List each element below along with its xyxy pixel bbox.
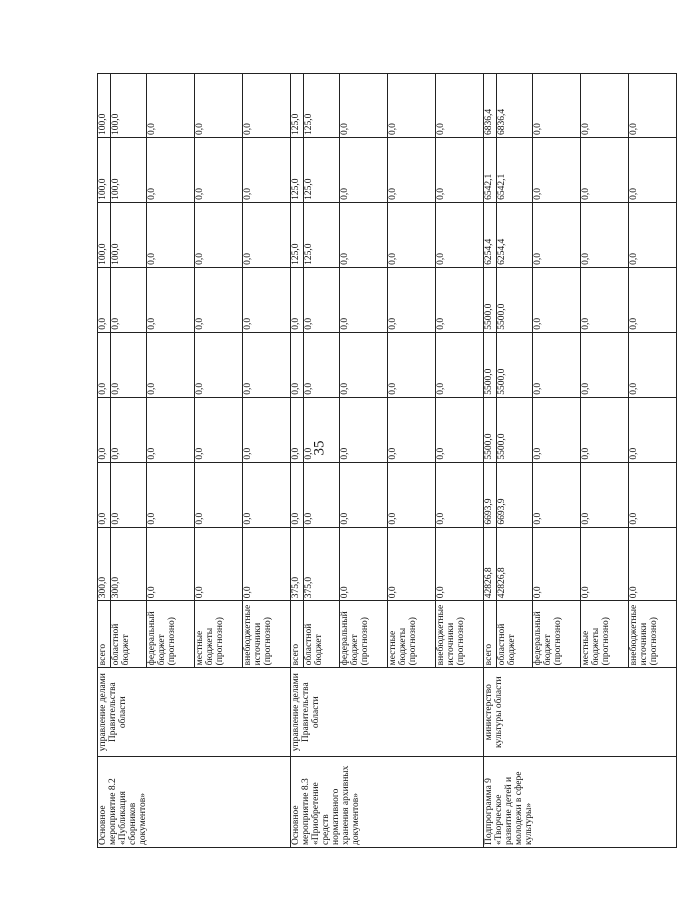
funding-value: 0,0 — [387, 527, 435, 601]
funding-value: 100,0 — [110, 74, 146, 138]
budget-table — [97, 73, 677, 848]
funding-value: 100,0 — [98, 202, 111, 267]
funding-value: 0,0 — [580, 74, 628, 138]
funding-value: 0,0 — [580, 267, 628, 332]
funding-value: 0,0 — [628, 527, 676, 601]
table-body — [98, 74, 677, 848]
funding-value: 125,0 — [290, 202, 303, 267]
funding-value: 125,0 — [303, 137, 339, 202]
funding-value: 0,0 — [146, 267, 194, 332]
funding-source: областной бюджет — [110, 601, 146, 668]
funding-value: 5500,0 — [483, 397, 496, 462]
funding-value: 0,0 — [110, 332, 146, 397]
funding-value: 5500,0 — [496, 397, 532, 462]
funding-value: 0,0 — [435, 74, 483, 138]
funding-value: 0,0 — [303, 462, 339, 527]
funding-value: 0,0 — [435, 202, 483, 267]
funding-value: 0,0 — [242, 332, 290, 397]
funding-value: 0,0 — [532, 527, 580, 601]
funding-value: 6836,4 — [496, 74, 532, 138]
funding-value: 0,0 — [628, 462, 676, 527]
funding-value: 0,0 — [194, 527, 242, 601]
funding-value: 0,0 — [580, 397, 628, 462]
funding-value: 125,0 — [290, 74, 303, 138]
funding-value: 0,0 — [580, 332, 628, 397]
funding-value: 0,0 — [194, 332, 242, 397]
funding-value: 0,0 — [435, 332, 483, 397]
funding-value: 6836,4 — [483, 74, 496, 138]
funding-value: 0,0 — [532, 332, 580, 397]
funding-value: 0,0 — [242, 74, 290, 138]
funding-value: 5500,0 — [483, 332, 496, 397]
funding-value: 0,0 — [194, 462, 242, 527]
funding-value: 0,0 — [110, 462, 146, 527]
funding-source: внебюджетные источники (прогнозно) — [435, 601, 483, 668]
funding-value: 0,0 — [532, 267, 580, 332]
funding-value: 0,0 — [290, 462, 303, 527]
funding-source: внебюджетные источники (прогнозно) — [242, 601, 290, 668]
funding-value: 300,0 — [110, 527, 146, 601]
funding-value: 6254,4 — [483, 202, 496, 267]
funding-value: 0,0 — [628, 332, 676, 397]
funding-value: 0,0 — [194, 74, 242, 138]
funding-value: 0,0 — [110, 397, 146, 462]
funding-value: 0,0 — [290, 397, 303, 462]
funding-value: 0,0 — [339, 137, 387, 202]
table-row — [98, 74, 111, 848]
funding-value: 0,0 — [242, 527, 290, 601]
table-row — [483, 74, 496, 848]
block-executor: управление делами Правительства области — [98, 668, 291, 757]
funding-value: 0,0 — [532, 397, 580, 462]
funding-value: 0,0 — [580, 137, 628, 202]
funding-value: 0,0 — [339, 332, 387, 397]
funding-source: всего — [483, 601, 496, 668]
page-number: 35 — [311, 440, 328, 456]
funding-value: 100,0 — [110, 137, 146, 202]
funding-value: 0,0 — [339, 527, 387, 601]
funding-value: 0,0 — [339, 397, 387, 462]
funding-value: 0,0 — [98, 332, 111, 397]
funding-value: 6254,4 — [496, 202, 532, 267]
funding-value: 375,0 — [290, 527, 303, 601]
funding-value: 42826,8 — [483, 527, 496, 601]
funding-source: местные бюджеты (прогнозно) — [387, 601, 435, 668]
funding-value: 0,0 — [339, 462, 387, 527]
funding-value: 0,0 — [580, 462, 628, 527]
funding-value: 0,0 — [146, 332, 194, 397]
funding-value: 0,0 — [194, 137, 242, 202]
funding-value: 0,0 — [146, 527, 194, 601]
funding-value: 0,0 — [580, 202, 628, 267]
funding-value: 0,0 — [98, 462, 111, 527]
funding-source: местные бюджеты (прогнозно) — [580, 601, 628, 668]
funding-value: 0,0 — [146, 462, 194, 527]
funding-source: федеральный бюджет (прогнозно) — [532, 601, 580, 668]
funding-value: 0,0 — [146, 397, 194, 462]
block-name: Подпрограмма 9 «Творческое развитие детей и молодежи в сфере культуры» — [483, 757, 676, 848]
funding-value: 0,0 — [387, 332, 435, 397]
funding-value: 100,0 — [110, 202, 146, 267]
funding-value: 0,0 — [339, 267, 387, 332]
funding-value: 0,0 — [435, 267, 483, 332]
funding-value: 0,0 — [435, 397, 483, 462]
funding-value: 0,0 — [194, 267, 242, 332]
funding-value: 0,0 — [242, 462, 290, 527]
funding-value: 0,0 — [303, 267, 339, 332]
funding-value: 0,0 — [435, 462, 483, 527]
funding-value: 0,0 — [628, 397, 676, 462]
funding-value: 0,0 — [290, 332, 303, 397]
funding-value: 0,0 — [628, 74, 676, 138]
funding-value: 0,0 — [387, 462, 435, 527]
funding-source: местные бюджеты (прогнозно) — [194, 601, 242, 668]
funding-value: 0,0 — [387, 137, 435, 202]
funding-value: 5500,0 — [496, 267, 532, 332]
funding-value: 6693,9 — [496, 462, 532, 527]
funding-source: областной бюджет — [496, 601, 532, 668]
funding-value: 0,0 — [532, 74, 580, 138]
funding-value: 0,0 — [532, 137, 580, 202]
funding-source: всего — [290, 601, 303, 668]
block-name: Основное мероприятие 8.2 «Публикация сборников документов» — [98, 757, 291, 848]
table-row — [290, 74, 303, 848]
funding-value: 0,0 — [532, 462, 580, 527]
funding-source: федеральный бюджет (прогнозно) — [146, 601, 194, 668]
funding-value: 5500,0 — [483, 267, 496, 332]
funding-value: 0,0 — [146, 202, 194, 267]
funding-value: 0,0 — [242, 397, 290, 462]
funding-value: 100,0 — [98, 137, 111, 202]
funding-value: 0,0 — [387, 397, 435, 462]
funding-value: 0,0 — [303, 332, 339, 397]
funding-source: федеральный бюджет (прогнозно) — [339, 601, 387, 668]
funding-value: 0,0 — [339, 74, 387, 138]
funding-value: 0,0 — [387, 202, 435, 267]
funding-value: 0,0 — [146, 74, 194, 138]
funding-value: 0,0 — [532, 202, 580, 267]
table-stage — [97, 73, 659, 848]
funding-value: 0,0 — [628, 137, 676, 202]
funding-source: областной бюджет — [303, 601, 339, 668]
funding-value: 0,0 — [290, 267, 303, 332]
funding-value: 0,0 — [387, 74, 435, 138]
funding-value: 0,0 — [435, 527, 483, 601]
funding-source: всего — [98, 601, 111, 668]
funding-value: 0,0 — [146, 137, 194, 202]
funding-value: 300,0 — [98, 527, 111, 601]
funding-value: 0,0 — [339, 202, 387, 267]
funding-value: 0,0 — [435, 137, 483, 202]
block-executor: министерство культуры области — [483, 668, 676, 757]
funding-value: 100,0 — [98, 74, 111, 138]
funding-value: 0,0 — [580, 527, 628, 601]
funding-value: 6693,9 — [483, 462, 496, 527]
funding-value: 0,0 — [242, 202, 290, 267]
funding-value: 125,0 — [303, 74, 339, 138]
funding-value: 42826,8 — [496, 527, 532, 601]
funding-value: 0,0 — [387, 267, 435, 332]
funding-value: 0,0 — [628, 267, 676, 332]
funding-value: 0,0 — [194, 202, 242, 267]
funding-value: 0,0 — [98, 267, 111, 332]
funding-value: 0,0 — [242, 137, 290, 202]
funding-value: 375,0 — [303, 527, 339, 601]
funding-value: 0,0 — [110, 267, 146, 332]
funding-value: 0,0 — [242, 267, 290, 332]
funding-value: 5500,0 — [496, 332, 532, 397]
funding-value: 0,0 — [628, 202, 676, 267]
block-executor: управление делами Правительства области — [290, 668, 483, 757]
funding-value: 0,0 — [98, 397, 111, 462]
funding-source: внебюджетные источники (прогнозно) — [628, 601, 676, 668]
block-name: Основное мероприятие 8.3 «Приобретение средств нормативного хранения архивных документов» — [290, 757, 483, 848]
funding-value: 6542,1 — [483, 137, 496, 202]
funding-value: 125,0 — [290, 137, 303, 202]
funding-value: 0,0 — [303, 397, 339, 462]
funding-value: 0,0 — [194, 397, 242, 462]
funding-value: 6542,1 — [496, 137, 532, 202]
funding-value: 125,0 — [303, 202, 339, 267]
